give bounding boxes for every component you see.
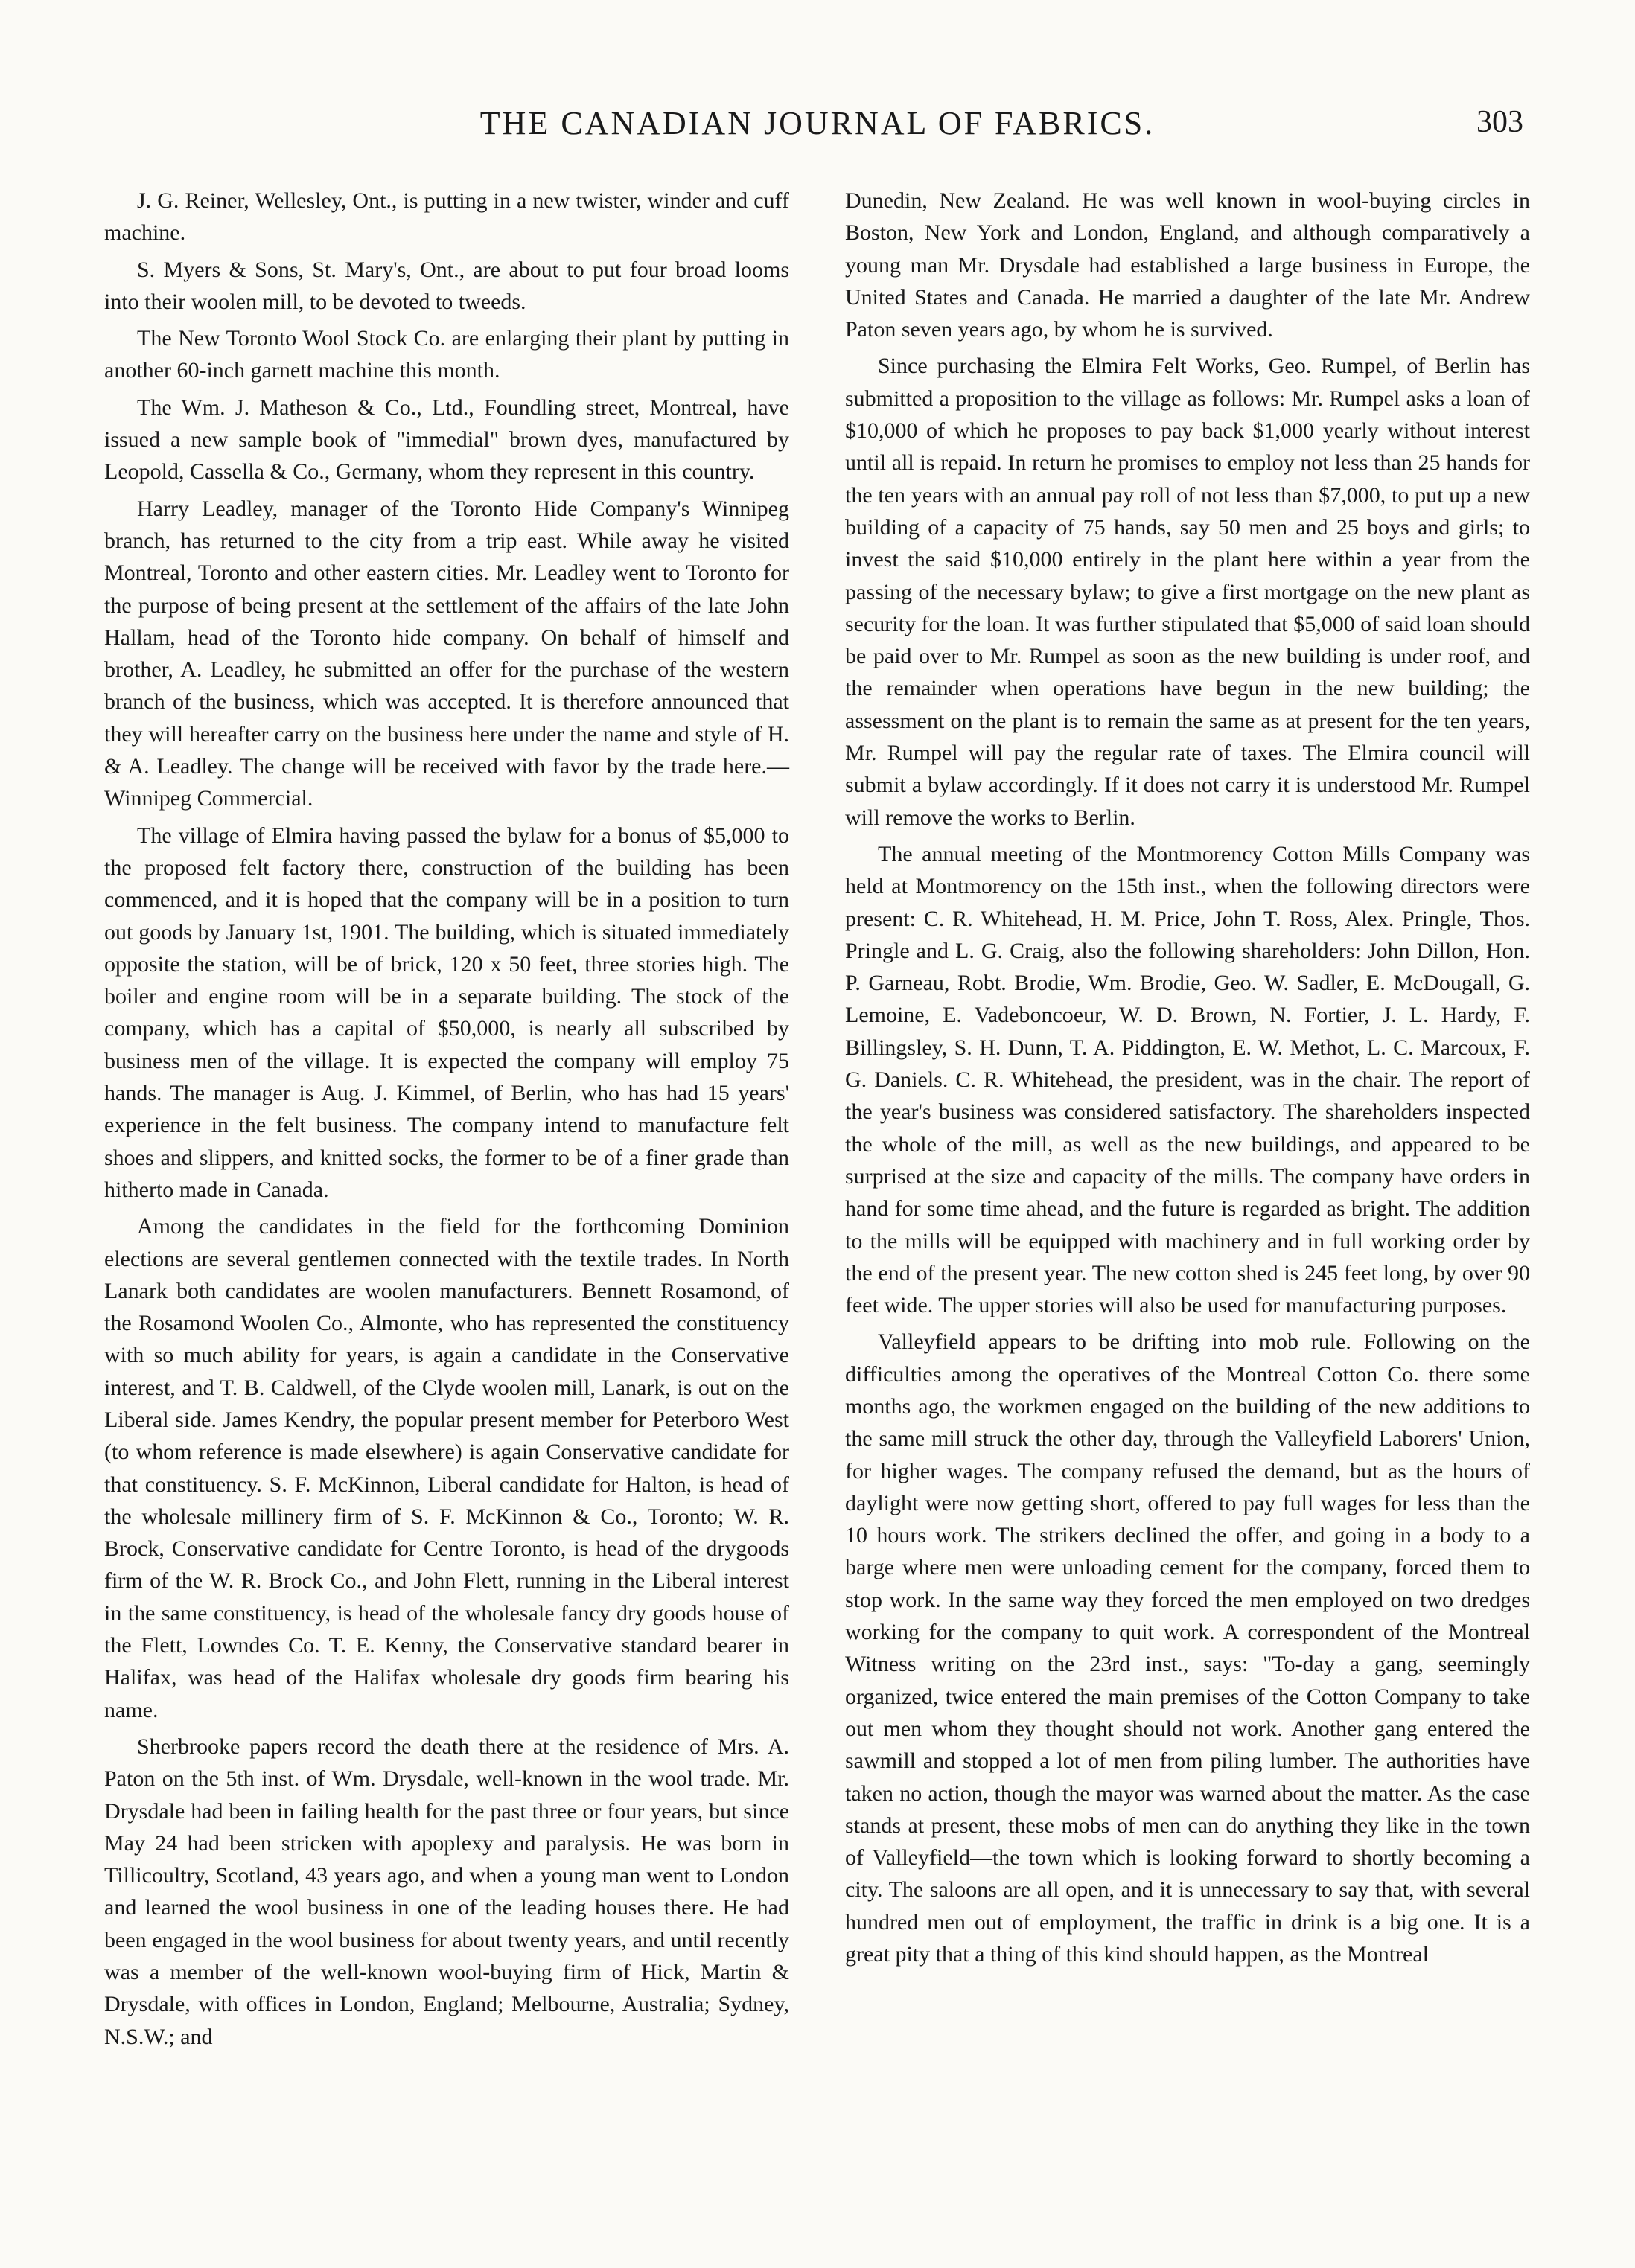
paragraph-elmira-felt-factory: The village of Elmira having passed the bylaw for a bonus of $5,000 to the proposed felt factory there, construction of the building has been commenced, and it is hoped that the company will be in a position to turn out goods by January 1st, 1901. The building, which is situated immediately opposite the station, will be of brick, 120 x 50 feet, three stories high. The boiler and engine room will be in a separate building. The stock of the company, which has a capital of $50,000, is nearly all subscribed by business men of the village. It is expected the company will employ 75 hands. The manager is Aug. J. Kimmel, of Berlin, who has had 15 years' experience in the felt business. The company intend to manufacture felt shoes and slippers, and knitted socks, the former to be of a finer grade than hitherto made in Canada. bbox=[104, 822, 789, 1202]
page-number: 303 bbox=[1476, 105, 1523, 139]
paragraph-matheson: The Wm. J. Matheson & Co., Ltd., Foundling street, Montreal, have issued a new sample book of "immedial" brown dyes, manufactured by Leopold, Cassella & Co., Germany, whom they represent in this country. bbox=[104, 394, 789, 485]
paragraph-rumpel-proposition: Since purchasing the Elmira Felt Works, Geo. Rumpel, of Berlin has submitted a proposition to the village as follows: Mr. Rumpel asks a loan of $10,000 of which he proposes to pay back $1,000 yearly without interest until all is repaid. In return he promises to employ not less than 25 hands for the ten years with an annual pay roll of not less than $7,000, to put up a new building of a capacity of 75 hands, say 50 men and 25 boys and girls; to invest the said $10,000 entirely in the plant here within a year from the passing of the necessary bylaw; to give a first mortgage on the new plant as security for the loan. It was further stipulated that $5,000 of said loan should be paid over to Mr. Rumpel as soon as the new building is under roof, and the remainder when operations have begun in the new building; the assessment on the plant is to remain the same as at present for the ten years, Mr. Rumpel will pay the regular rate of taxes. The Elmira council will submit a bylaw accordingly. If it does not carry it is understood Mr. Rumpel will remove the works to Berlin. bbox=[845, 354, 1530, 830]
paragraph-reiner: J. G. Reiner, Wellesley, Ont., is putting in a new twister, winder and cuff machine. bbox=[104, 188, 789, 246]
paragraph-leadley: Harry Leadley, manager of the Toronto Hide Company's Winnipeg branch, has returned to the city from a trip east. While away he visited Montreal, Toronto and other eastern cities. Mr. Leadley went to Toronto for the purpose of being present at the settlement of the affairs of the late John Hallam, head of the Toronto hide company. On behalf of himself and brother, A. Leadley, he submitted an offer for the purchase of the western branch of the business, which was accepted. It is therefore announced that they will hereafter carry on the business here under the name and style of H. & A. Leadley. The change will be received with favor by the trade here.—Winnipeg Commercial. bbox=[104, 496, 789, 811]
paragraph-montmorency-meeting: The annual meeting of the Montmorency Cotton Mills Company was held at Montmorency on the 15th inst., when the following directors were present: C. R. Whitehead, H. M. Price, John T. Ross, Alex. Pringle, Thos. Pringle and L. G. Craig, also the following shareholders: John Dillon, Hon. P. Garneau, Robt. Brodie, Wm. Brodie, Geo. W. Sadler, E. McDougall, G. Lemoine, E. Vadeboncoeur, W. D. Brown, N. Fortier, J. L. Hardy, F. Billingsley, S. H. Dunn, T. A. Piddington, E. W. Methot, L. C. Marcoux, F. G. Daniels. C. R. Whitehead, the president, was in the chair. The report of the year's business was considered satisfactory. The shareholders inspected the whole of the mill, as well as the new buildings, and appeared to be surprised at the size and capacity of the mills. The company have orders in hand for some time ahead, and the future is regarded as bright. The addition to the mills will be equipped with machinery and in full working order by the end of the present year. The new cotton shed is 245 feet long, by over 90 feet wide. The upper stories will also be used for manufacturing purposes. bbox=[845, 841, 1530, 1318]
journal-title: THE CANADIAN JOURNAL OF FABRICS. bbox=[479, 105, 1156, 141]
right-column bbox=[845, 185, 1530, 1975]
paragraph-myers: S. Myers & Sons, St. Mary's, Ont., are about to put four broad looms into their woolen mill, to be devoted to tweeds. bbox=[104, 257, 789, 314]
paragraph-dominion-elections: Among the candidates in the field for the forthcoming Dominion elections are several gentlemen connected with the textile trades. In North Lanark both candidates are woolen manufacturers. Bennett Rosamond, of the Rosamond Woolen Co., Almonte, who has represented the constituency with so much ability for years, is again a candidate in the Conservative interest, and T. B. Caldwell, of the Clyde woolen mill, Lanark, is out on the Liberal side. James Kendry, the popular present member for Peterboro West (to whom reference is made elsewhere) is again Conservative candidate for that constituency. S. F. McKinnon, Liberal candidate for Halton, is head of the wholesale millinery firm of S. F. McKinnon & Co., Toronto; W. R. Brock, Conservative candidate for Centre Toronto, is head of the drygoods firm of the W. R. Brock Co., and John Flett, running in the Liberal interest in the same constituency, is head of the wholesale fancy dry goods house of the Flett, Lowndes Co. T. E. Kenny, the Conservative standard bearer in Halifax, was head of the Halifax wholesale dry goods firm bearing his name. bbox=[104, 1214, 789, 1722]
left-column bbox=[104, 185, 789, 2057]
paragraph-valleyfield: Valleyfield appears to be drifting into mob rule. Following on the difficulties among the operatives of the Montreal Cotton Co. there some months ago, the workmen engaged on the building of the new additions to the same mill struck the other day, through the Valleyfield Laborers' Union, for higher wages. The company refused the demand, but as the hours of daylight were now getting short, offered to pay full wages for less than the 10 hours work. The strikers declined the offer, and going in a body to a barge where men were unloading cement for the company, forced them to stop work. In the same way they forced the men employed on two dredges working for the company to quit work. A correspondent of the Montreal Witness writing on the 23rd inst., says: "To-day a gang, seemingly organized, twice entered the main premises of the Cotton Company to take out men whom they thought should not work. Another gang entered the sawmill and stopped a lot of men from piling lumber. The authorities have taken no action, though the mayor was warned about the matter. As the case stands at present, these mobs of men can do anything they like in the town of Valleyfield—the town which is looking forward to shortly becoming a city. The saloons are all open, and it is unnecessary to say that, with several hundred men out of employment, the traffic in drink is a big one. It is a great pity that a thing of this kind should happen, as the Montreal bbox=[845, 1329, 1530, 1967]
page-header bbox=[0, 104, 1635, 156]
paragraph-drysdale-death: Sherbrooke papers record the death there at the residence of Mrs. A. Paton on the 5th inst. of Wm. Drysdale, well-known in the wool trade. Mr. Drysdale had been in failing health for the past three or four years, but since May 24 had been stricken with apoplexy and paralysis. He was born in Tillicoultry, Scotland, 43 years ago, and when a young man went to London and learned the wool business in one of the leading houses there. He had been engaged in the wool business for about twenty years, and until recently was a member of the well-known wool-buying firm of Hick, Martin & Drysdale, with offices in London, England; Melbourne, Australia; Sydney, N.S.W.; and bbox=[104, 1734, 789, 2049]
paragraph-drysdale-continued: Dunedin, New Zealand. He was well known in wool-buying circles in Boston, New York and London, England, and although comparatively a young man Mr. Drysdale had established a large business in Europe, the United States and Canada. He married a daughter of the late Mr. Andrew Paton seven years ago, by whom he is survived. bbox=[845, 188, 1530, 342]
paragraph-toronto-wool-stock: The New Toronto Wool Stock Co. are enlarging their plant by putting in another 60-inch garnett machine this month. bbox=[104, 326, 789, 383]
